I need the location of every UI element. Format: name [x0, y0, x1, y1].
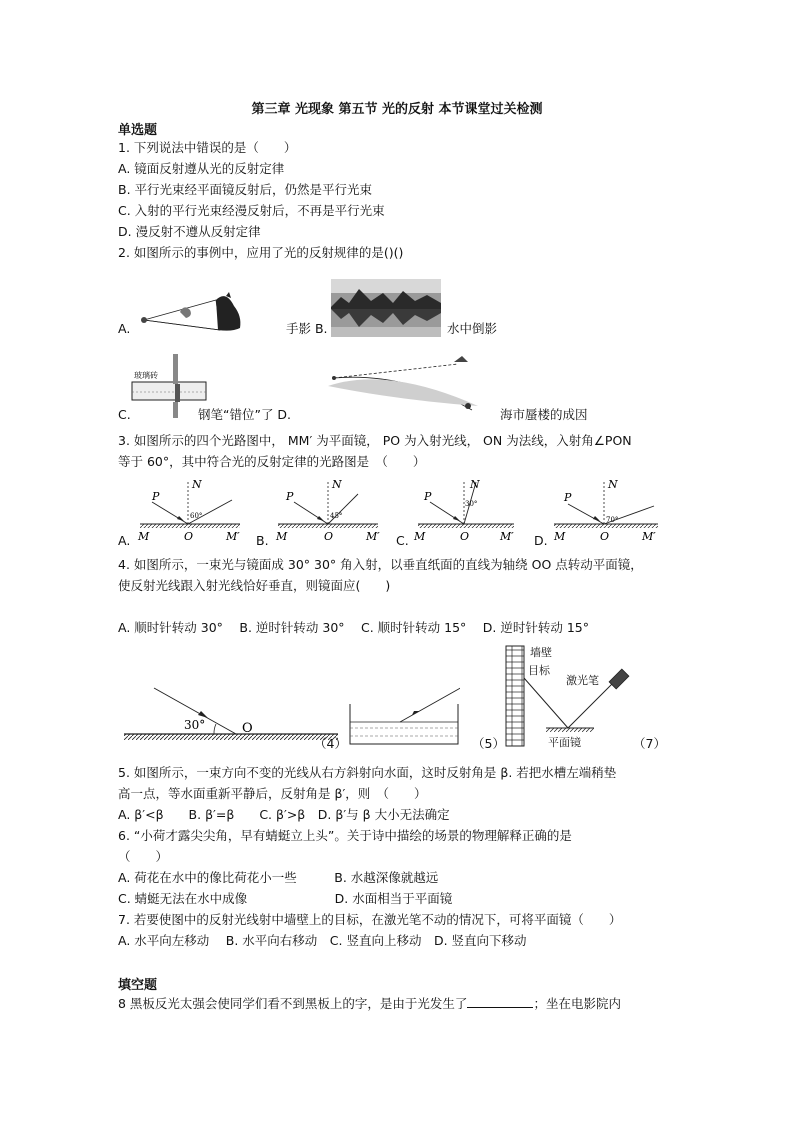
q6-options-cd: C. 蜻蜓无法在水中成像 D. 水面相当于平面镜 — [118, 891, 453, 906]
q3-d-label-p: P — [564, 491, 572, 504]
q3-a-label-p: P — [152, 490, 160, 503]
q2-option-c-caption: 钢笔“错位”了 D. — [198, 407, 292, 422]
q6-options-ab: A. 荷花在水中的像比荷花小一些 B. 水越深像就越远 — [118, 870, 439, 885]
q3-diagram-a — [137, 478, 240, 543]
q3-c-angle: 30° — [465, 500, 478, 508]
q5-options: A. β′<β B. β′=β C. β′>β D. β′与 β 大小无法确定 — [118, 807, 450, 822]
q7-stem: 7. 若要使图中的反射光线射中墙壁上的目标，在激光笔不动的情况下，可将平面镜（ ） — [118, 912, 622, 927]
q3-diagram-b — [275, 478, 380, 543]
q3-d-label-o: O — [600, 530, 610, 543]
q8-text-a: 8 黑板反光太强会使同学们看不到黑板上的字，是由于光发生了 — [118, 996, 468, 1011]
fig4-o-label: O — [242, 721, 253, 736]
q5-line1: 5. 如图所示，一束方向不变的光线从右方斜射向水面，这时反射角是 β. 若把水槽左端稍垫 — [118, 765, 617, 780]
q4-options: A. 顺时针转动 30° B. 逆时针转动 30° C. 顺时针转动 15° D. 逆时针转动 15° — [118, 620, 589, 635]
q3-line1: 3. 如图所示的四个光路图中， MM′ 为平面镜， PO 为入射光线， ON 为法线，入射角∠PON — [118, 433, 632, 448]
figure-4 — [124, 680, 338, 746]
q1-stem: 1. 下列说法中错误的是（ ） — [118, 140, 297, 155]
water-reflection-image — [331, 279, 441, 337]
q3-line2: 等于 60°，其中符合光的反射定律的光路图是 （ ） — [118, 454, 426, 469]
glass-brick-label: 玻璃砖 — [134, 371, 158, 380]
q3-b-label-p: P — [286, 490, 294, 503]
q2-option-b-caption: 水中倒影 — [447, 321, 498, 336]
q3-a-label-m: M — [138, 530, 150, 543]
q2-stem: 2. 如图所示的事例中，应用了光的反射规律的是()() — [118, 245, 404, 260]
q2-option-d-caption: 海市蜃楼的成因 — [500, 407, 588, 422]
q1-option-a: A. 镜面反射遵从光的反射定律 — [118, 161, 285, 176]
q3-c-label-o: O — [460, 530, 470, 543]
fig4-angle-label: 30° — [184, 718, 206, 732]
q2-option-a-letter: A. — [118, 321, 131, 336]
mirage-image — [318, 352, 488, 414]
fig7-mirror-label: 平面镜 — [548, 736, 581, 749]
figure-5 — [348, 686, 460, 748]
q3-option-b-letter: B. — [256, 533, 269, 548]
q7-options: A. 水平向左移动 B. 水平向右移动 C. 竖直向上移动 D. 竖直向下移动 — [118, 933, 527, 948]
q3-option-a-letter: A. — [118, 533, 131, 548]
fig7-laser-label: 激光笔 — [566, 674, 599, 687]
q3-c-label-m: M — [414, 530, 426, 543]
q3-d-angle: 70° — [606, 516, 619, 524]
q6-line1: 6. “小荷才露尖尖角，早有蜻蜓立上头”。关于诗中描绘的场景的物理解释正确的是 — [118, 828, 572, 843]
section-fill-blank: 填空题 — [118, 978, 158, 993]
q3-b-angle: 45° — [330, 512, 343, 520]
q3-b-label-n: N — [332, 478, 342, 491]
q3-option-c-letter: C. — [396, 533, 409, 548]
q3-c-label-p: P — [424, 490, 432, 503]
q1-option-c: C. 入射的平行光束经漫反射后，不再是平行光束 — [118, 203, 385, 218]
q3-a-label-n: N — [192, 478, 202, 491]
q3-a-label-o: O — [184, 530, 194, 543]
q3-c-label-n: N — [470, 478, 480, 491]
q4-line2: 使反射光线跟入射光线恰好垂直，则镜面应( ) — [118, 578, 391, 593]
hand-shadow-image — [136, 290, 246, 336]
q5-line2: 高一点，等水面重新平静后，反射角是 β′，则 （ ） — [118, 786, 427, 801]
page-title: 第三章 光现象 第五节 光的反射 本节课堂过关检测 — [251, 102, 543, 117]
q6-line2: （ ） — [118, 849, 169, 864]
q3-c-label-m2: M′ — [500, 530, 514, 543]
q8-text-b: ；坐在电影院内 — [533, 996, 621, 1011]
q8-text — [118, 995, 621, 1012]
q3-option-d-letter: D. — [534, 533, 548, 548]
q3-b-label-o: O — [324, 530, 334, 543]
q3-d-label-n: N — [608, 478, 618, 491]
fig4-number: （4） — [314, 736, 347, 751]
fig5-number: （5） — [472, 736, 505, 751]
q3-a-angle: 60° — [190, 512, 203, 520]
fig7-target-label: 目标 — [528, 664, 550, 677]
fig7-number: （7） — [633, 736, 666, 751]
q1-option-b: B. 平行光束经平面镜反射后，仍然是平行光束 — [118, 182, 373, 197]
q1-option-d: D. 漫反射不遵从反射定律 — [118, 224, 261, 239]
q3-b-label-m2: M′ — [366, 530, 380, 543]
fig7-wall-label: 墙壁 — [530, 646, 552, 659]
q3-diagram-d — [553, 478, 658, 543]
q3-a-label-m2: M′ — [226, 530, 240, 543]
q2-option-c-letter: C. — [118, 407, 131, 422]
q4-line1: 4. 如图所示，一束光与镜面成 30° 30° 角入射，以垂直纸面的直线为轴绕 OO 点转动平面镜， — [118, 557, 643, 572]
q8-blank[interactable] — [467, 995, 533, 1008]
q3-d-label-m: M — [554, 530, 566, 543]
q3-d-label-m2: M′ — [642, 530, 656, 543]
section-single-choice: 单选题 — [118, 123, 158, 138]
q3-diagram-c — [413, 478, 514, 543]
q3-b-label-m: M — [276, 530, 288, 543]
q2-option-a-caption: 手影 B. — [286, 321, 328, 336]
